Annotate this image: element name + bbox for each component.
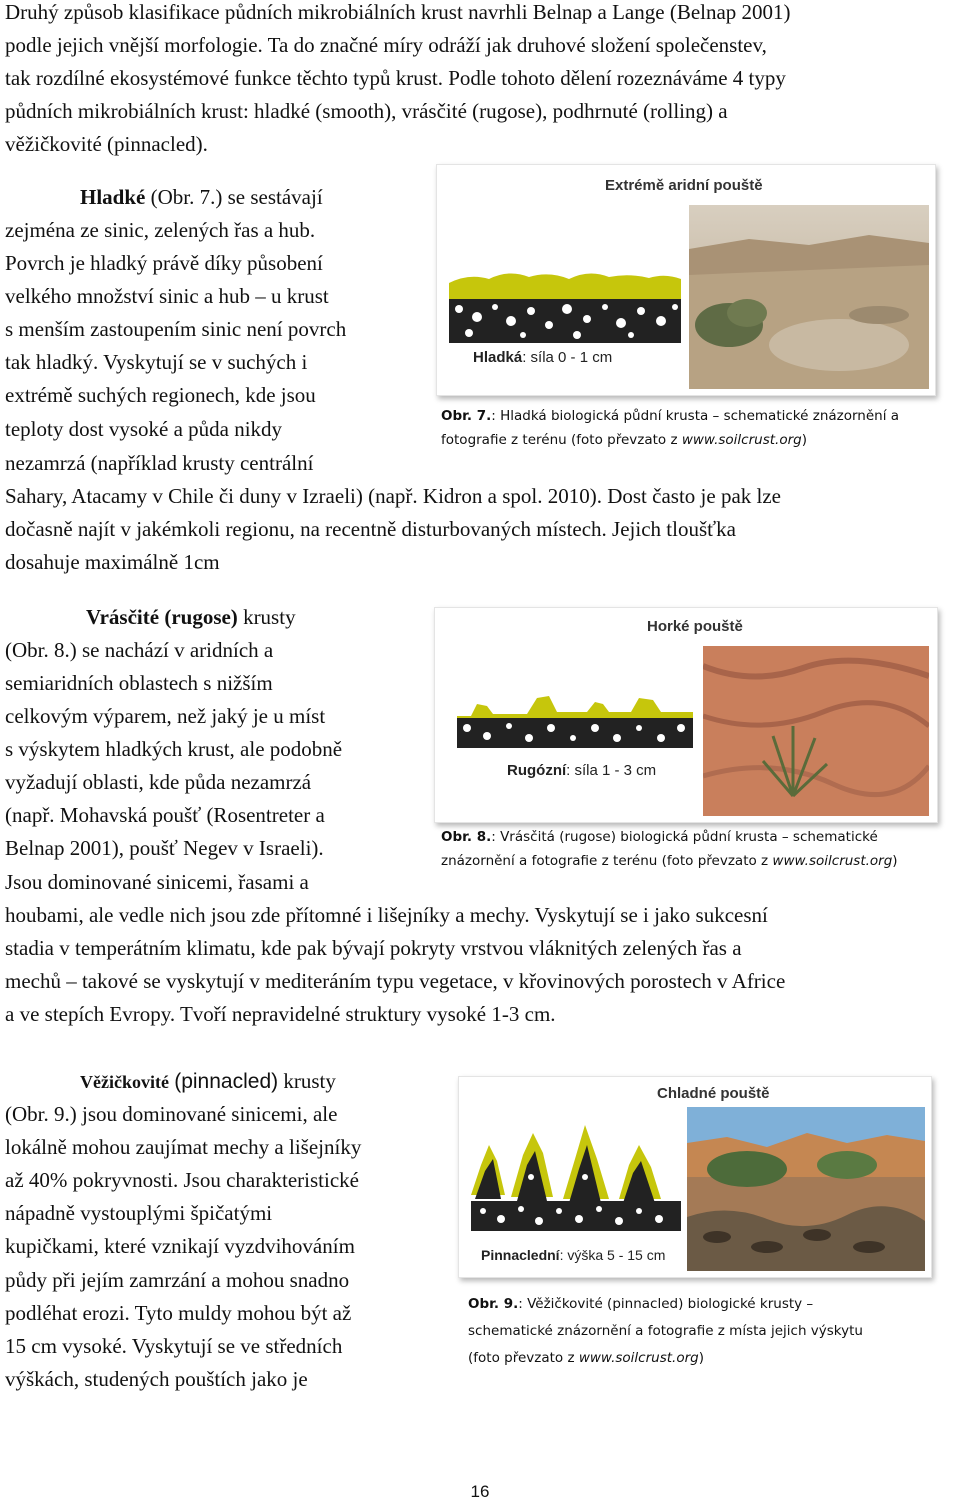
cold-desert-photo <box>687 1107 925 1271</box>
intro-line: podle jejich vnější morfologie. Ta do značné míry odráží jak druhové složení společenstev, <box>5 33 767 57</box>
rugose-line: (Obr. 8.) se nachází v aridních a <box>5 638 274 662</box>
smooth-line: teploty dost vysoké a půda nikdy <box>5 417 283 441</box>
figure-label: Pinnaclední: výška 5 - 15 cm <box>481 1247 666 1263</box>
caption-source-link[interactable]: www.soilcrust.org <box>578 1350 699 1366</box>
pinnacled-line: nápadně vystouplými špičatými <box>5 1201 273 1225</box>
rugose-line: stadia v temperátním klimatu, kde pak bývají pokryty vrstvou vláknitých zelených řas a <box>5 936 742 960</box>
rugose-line: s výskytem hladkých krust, ale podobně <box>5 737 343 761</box>
smooth-line: nezamrzá (například krusty centrální <box>5 451 314 475</box>
smooth-line: dosahuje maximálně 1cm <box>5 550 220 574</box>
intro-line: Druhý způsob klasifikace půdních mikrobiálních krust navrhli Belnap a Lange (Belnap 2001) <box>5 0 791 24</box>
rugose-line: (např. Mohavská poušť (Rosentreter a <box>5 803 325 827</box>
intro-line: věžičkovité (pinnacled). <box>5 132 208 156</box>
figure-rugose-crust <box>434 607 938 823</box>
rugose-line: semiaridních oblastech s nižším <box>5 671 273 695</box>
pinnacled-line: podléhat erozi. Tyto muldy mohou být až <box>5 1301 352 1325</box>
smooth-line: velkého množství sinic a hub – u krust <box>5 284 329 308</box>
smooth-line: tak hladký. Vyskytují se v suchých i <box>5 350 308 374</box>
smooth-line: Sahary, Atacamy v Chile či duny v Izraeli) (např. Kidron a spol. 2010). Dost často je pak lze <box>5 484 781 508</box>
smooth-heading: Hladké <box>80 185 146 209</box>
intro-line: tak rozdílné ekosystémové funkce těchto typů krust. Podle tohoto dělení rozeznáváme 4 typy <box>5 66 786 90</box>
pinnacled-line: (Obr. 9.) jsou dominované sinicemi, ale <box>5 1102 338 1126</box>
rugose-line: vyžadují oblasti, kde půda nezamrzá <box>5 770 312 794</box>
pinnacled-line: až 40% pokryvnosti. Jsou charakteristické <box>5 1168 359 1192</box>
pinnacled-line: půdy při jejím zamrzání a mohou snadno <box>5 1268 350 1292</box>
caption-source-link[interactable]: www.soilcrust.org <box>681 432 802 448</box>
smooth-line: zejména ze sinic, zelených řas a hub. <box>5 218 316 242</box>
pinnacled-first-line <box>80 1065 336 1099</box>
rugose-line: celkovým výparem, než jaký je u míst <box>5 704 326 728</box>
pinnacled-line: 15 cm vysoké. Vyskytují se ve středních <box>5 1334 343 1358</box>
pinnacled-first-rest: krusty <box>278 1069 336 1093</box>
pinnacled-line: lokálně mohou zaujímat mechy a lišejníky <box>5 1135 362 1159</box>
pinnacled-line: výškách, studených pouštích jako je <box>5 1367 308 1391</box>
smooth-first-rest: (Obr. 7.) se sestávají <box>145 185 323 209</box>
rugose-crust-schematic <box>457 686 693 752</box>
rugose-first-rest: krusty <box>237 605 296 629</box>
pinnacled-heading-b: (pinnacled) <box>174 1070 279 1093</box>
figure-title: Extrémě aridní pouště <box>605 177 763 194</box>
figure-title: Chladné pouště <box>657 1085 770 1102</box>
page-number: 16 <box>470 1482 490 1501</box>
figure-caption-8: Obr. 8.: Vrásčitá (rugose) biologická půdní krusta – schematické znázornění a fotografie z terénu (foto převzato z www.soilcrust.org) <box>441 829 898 869</box>
smooth-first-line <box>80 181 323 214</box>
smooth-line: Povrch je hladký právě díky působení <box>5 251 323 275</box>
hot-desert-photo <box>703 646 929 816</box>
figure-label: Rugózní: síla 1 - 3 cm <box>507 762 657 779</box>
rugose-line: a ve stepích Evropy. Tvoří nepravidelné struktury vysoké 1-3 cm. <box>5 1002 556 1026</box>
figure-smooth-crust <box>436 164 936 396</box>
smooth-line: extrémě suchých regionech, kde jsou <box>5 383 316 407</box>
rugose-line: Belnap 2001), poušť Negev v Israeli). <box>5 836 324 860</box>
pinnacled-crust-schematic <box>471 1115 681 1235</box>
figure-title: Horké pouště <box>647 618 743 635</box>
rugose-first-line <box>86 601 296 634</box>
desert-photo <box>689 205 929 389</box>
smooth-line: dočasně najít v jakémkoli regionu, na recentně disturbovaných místech. Jejich tloušťka <box>5 517 736 541</box>
rugose-line: houbami, ale vedle nich jsou zde přítomné i lišejníky a mechy. Vyskytují se i jako sukcesní <box>5 903 768 927</box>
rugose-heading: Vrásčité (rugose) <box>86 605 238 629</box>
pinnacled-heading-a: Věžičkovité <box>80 1072 169 1092</box>
figure-caption-7: Obr. 7.: Hladká biologická půdní krusta – schematické znázornění a fotografie z terénu (foto převzato z www.soilcrust.org) <box>441 408 900 448</box>
figure-pinnacled-crust <box>458 1076 932 1278</box>
pinnacled-line: kupičkami, které vznikají vyzdvihováním <box>5 1234 355 1258</box>
intro-line: půdních mikrobiálních krust: hladké (smooth), vrásčité (rugose), podhrnuté (rolling) a <box>5 99 728 123</box>
smooth-line: s menším zastoupením sinic není povrch <box>5 317 347 341</box>
smooth-crust-schematic <box>449 265 681 353</box>
rugose-line: Jsou dominované sinicemi, řasami a <box>5 870 309 894</box>
rugose-line: mechů – takové se vyskytují v mediteráním typu vegetace, v křovinových porostech v Africe <box>5 969 786 993</box>
figure-label: Hladká: síla 0 - 1 cm <box>473 349 613 366</box>
caption-source-link[interactable]: www.soilcrust.org <box>772 853 893 869</box>
figure-caption-9: Obr. 9.: Věžičkovité (pinnacled) biologické krusty – schematické znázornění a fotografie z místa jejich výskytu (foto převzato z www.soilcrust.org) <box>468 1296 863 1366</box>
